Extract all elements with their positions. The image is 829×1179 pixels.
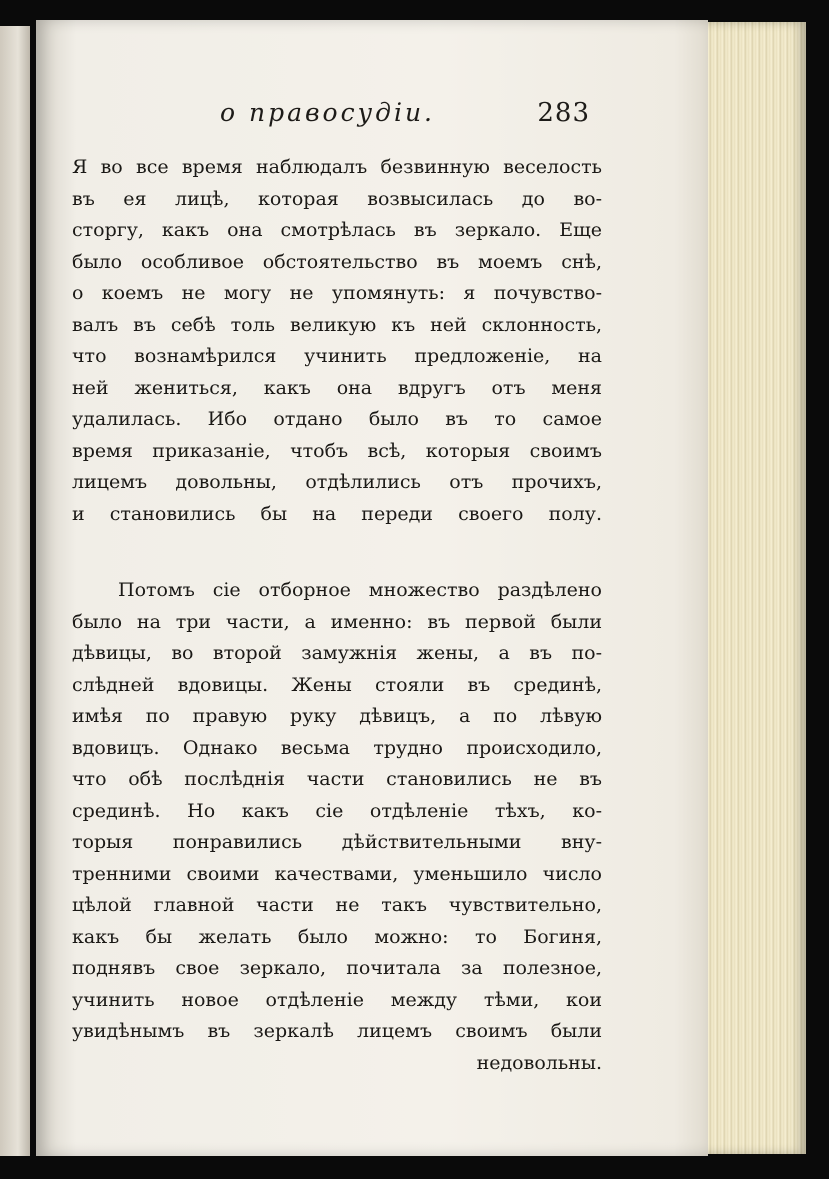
text-line: срединѣ. Но какъ сіе отдѣленіе тѣхъ, ко- <box>72 799 602 822</box>
page-number: 283 <box>537 98 590 128</box>
text-line: вдовицъ. Однако весьма трудно происходило, <box>72 736 602 759</box>
text-line: о коемъ не могу не упомянуть: я почувство- <box>72 282 602 304</box>
text-line: Я во все время наблюдалъ безвинную веселость <box>72 156 602 178</box>
page-body <box>72 152 602 1079</box>
text-line: что обѣ послѣднія части становились не въ <box>72 768 602 790</box>
text-line: имѣя по правую руку дѣвицъ, а по лѣвую <box>72 705 602 727</box>
text-line: что вознамѣрился учинить предложеніе, на <box>72 345 602 367</box>
text-line: и становились бы на переди своего полу. <box>72 502 602 525</box>
running-title: о правосудіи. <box>220 98 436 127</box>
paragraph-1 <box>72 152 602 530</box>
text-line: было особливое обстоятельство въ моемъ снѣ, <box>72 250 602 273</box>
page-header <box>180 98 590 138</box>
text-line: въ ея лицѣ, которая возвысилась до во- <box>72 187 602 210</box>
text-line: валъ въ себѣ толь великую къ ней склонность, <box>72 313 602 336</box>
text-line: время приказаніе, чтобъ всѣ, которыя своимъ <box>72 439 602 462</box>
text-line: сторгу, какъ она смотрѣлась въ зеркало. Еще <box>72 219 602 241</box>
facing-page-edge <box>0 26 30 1156</box>
text-line: учинить новое отдѣленіе между тѣми, кои <box>72 988 602 1011</box>
text-line: увидѣнымъ въ зеркалѣ лицемъ своимъ были <box>72 1020 602 1042</box>
text-line: какъ бы желать было можно: то Богиня, <box>72 925 602 948</box>
text-line: поднявъ свое зеркало, почитала за полезное, <box>72 957 602 979</box>
text-line: дѣвицы, во второй замужнія жены, а въ по- <box>72 642 602 664</box>
text-line: цѣлой главной части не такъ чувствительно, <box>72 894 602 916</box>
text-line: торыя понравились дѣйствительными вну- <box>72 831 602 853</box>
text-line: ней жениться, какъ она вдругъ отъ меня <box>72 376 602 399</box>
text-line: слѣдней вдовицы. Жены стояли въ срединѣ, <box>72 673 602 696</box>
text-line: удалилась. Ибо отдано было въ то самое <box>72 408 602 430</box>
text-line: Потомъ сіе отборное множество раздѣлено <box>118 579 602 601</box>
paragraph-2 <box>72 575 602 1079</box>
text-line: лицемъ довольны, отдѣлились отъ прочихъ, <box>72 471 602 493</box>
text-line: тренними своими качествами, уменьшило число <box>72 862 602 885</box>
text-line: недовольны. <box>476 1051 602 1074</box>
paragraph-gap <box>72 530 602 575</box>
page-edges <box>700 22 806 1154</box>
text-line: было на три части, а именно: въ первой были <box>72 610 602 633</box>
